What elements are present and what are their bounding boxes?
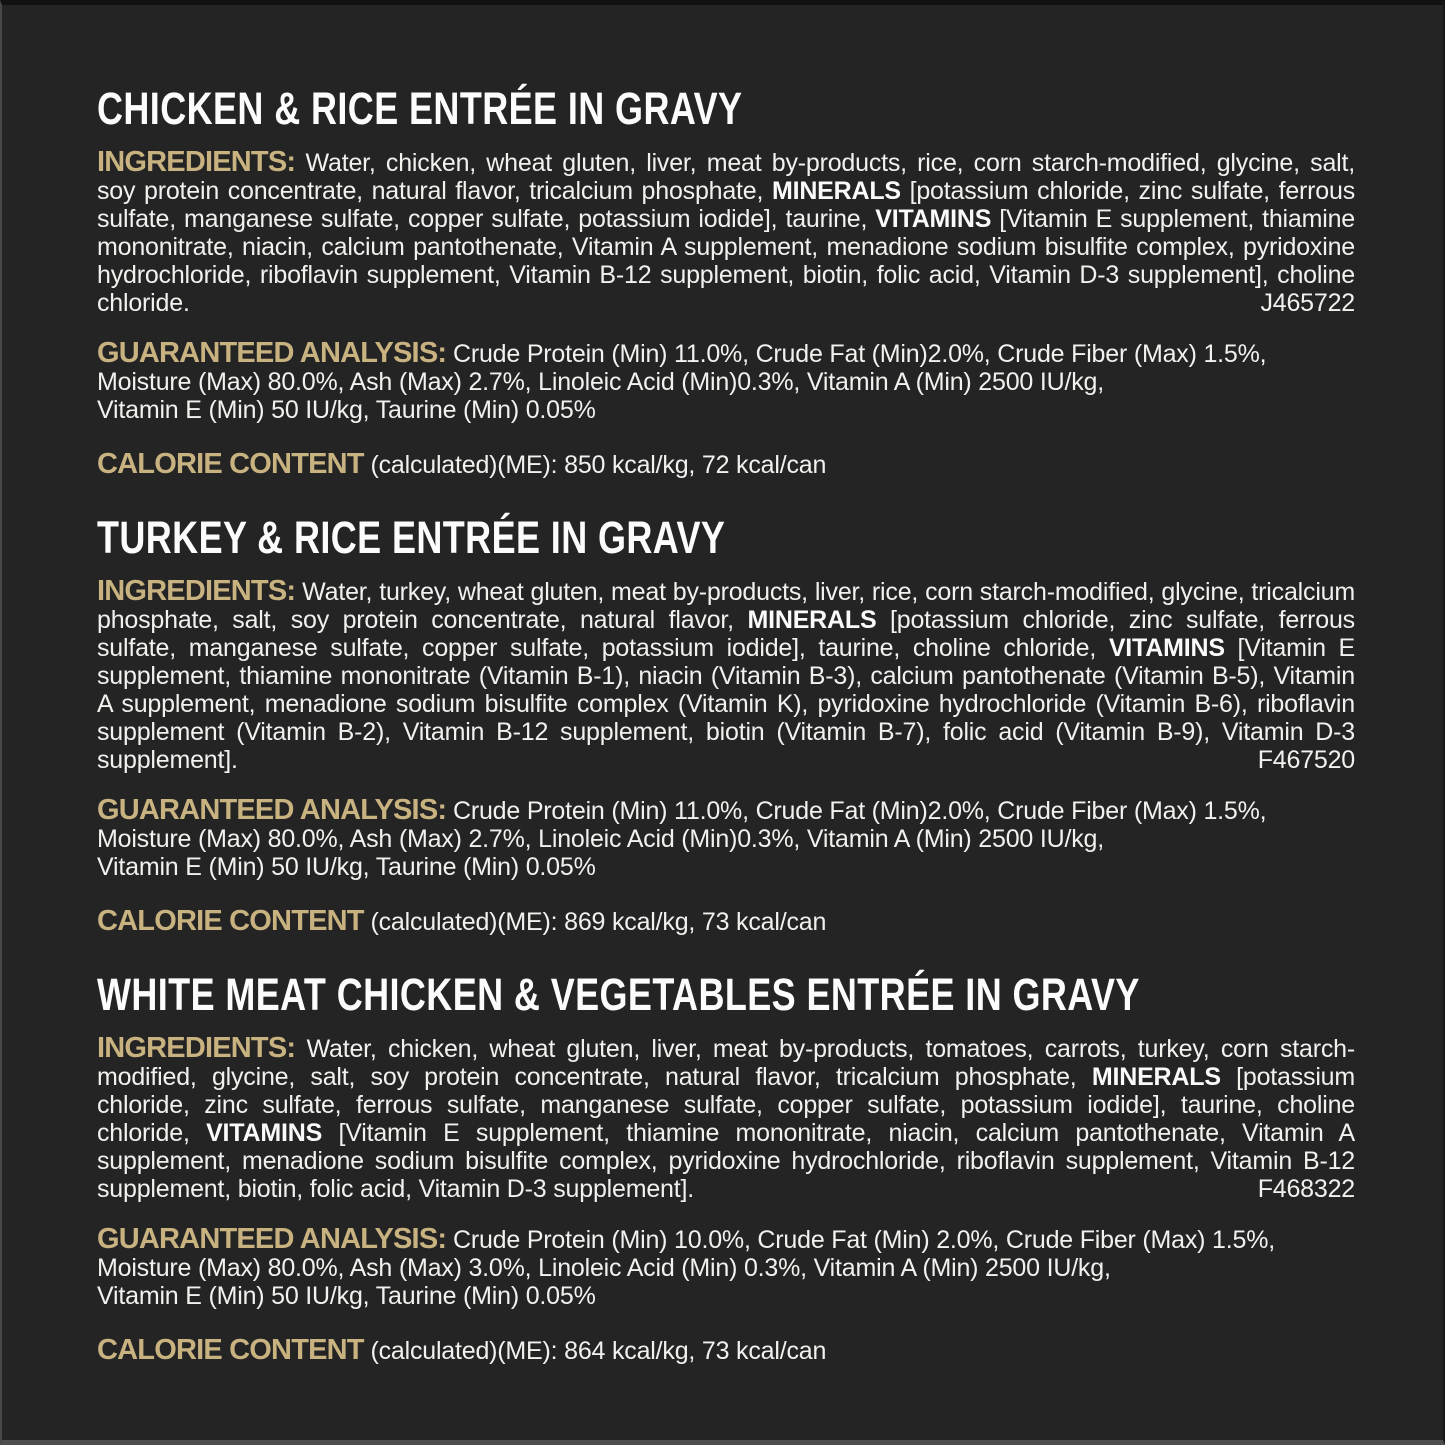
- analysis-line: Crude Protein (Min) 11.0%, Crude Fat (Min)2.0%, Crude Fiber (Max) 1.5%,: [452, 797, 1267, 825]
- analysis-line: Moisture (Max) 80.0%, Ash (Max) 3.0%, Linoleic Acid (Min) 0.3%, Vitamin A (Min) 2500 IU/kg,: [97, 1254, 1111, 1282]
- product-title: WHITE MEAT CHICKEN & VEGETABLES ENTRÉE IN GRAVY: [97, 969, 1140, 1020]
- ingredients-text: [Vitamin E supplement, thiamine mononitrate, niacin, calcium pantothenate, Vitamin A supplement, menadione sodium bisulfite complex, pyridoxine hydrochloride, riboflavin supplement, Vitamin B-12 supplement, biotin, folic acid, Vitamin D-3 supplement].: [97, 1119, 1356, 1203]
- ingredients-text: [potassium chloride, zinc sulfate, ferrous sulfate, manganese sulfate, copper sulfate, potassium iodide], taurine, choline chloride,: [97, 606, 1355, 662]
- nutrition-label-panel: [97, 83, 1356, 1401]
- calorie-content-paragraph: [97, 1336, 1355, 1365]
- guaranteed-analysis-paragraph: [97, 1225, 1355, 1310]
- product-section-white-meat-chicken-vegetables: [97, 969, 1356, 1366]
- ingredients-text: Water, turkey, wheat gluten, meat by-products, liver, rice, corn starch-modified, glycine, tricalcium phosphate, salt, soy protein concentrate, natural flavor,: [97, 578, 1356, 634]
- vitamins-term: VITAMINS: [875, 205, 992, 233]
- calorie-content-text: (calculated)(ME): 850 kcal/kg, 72 kcal/can: [370, 451, 827, 479]
- guaranteed-analysis-label: GUARANTEED ANALYSIS:: [97, 794, 447, 826]
- calorie-content-label: CALORIE CONTENT: [97, 448, 364, 480]
- guaranteed-analysis-paragraph: [97, 796, 1355, 881]
- ingredients-text: Water, chicken, wheat gluten, liver, meat by-products, rice, corn starch-modified, glycine, salt, soy protein concentrate, natural flavor, tricalcium phosphate,: [97, 149, 1355, 205]
- calorie-content-paragraph: [97, 450, 1355, 479]
- analysis-line: Crude Protein (Min) 11.0%, Crude Fat (Min)2.0%, Crude Fiber (Max) 1.5%,: [452, 340, 1267, 368]
- vitamins-term: VITAMINS: [206, 1119, 323, 1147]
- analysis-line: Vitamin E (Min) 50 IU/kg, Taurine (Min) 0.05%: [97, 1282, 596, 1310]
- analysis-line: Moisture (Max) 80.0%, Ash (Max) 2.7%, Linoleic Acid (Min)0.3%, Vitamin A (Min) 2500 IU/kg,: [97, 368, 1104, 396]
- ingredients-paragraph: [97, 148, 1355, 317]
- formula-code: J465722: [1260, 289, 1355, 317]
- analysis-line: Moisture (Max) 80.0%, Ash (Max) 2.7%, Linoleic Acid (Min)0.3%, Vitamin A (Min) 2500 IU/kg,: [97, 825, 1104, 853]
- formula-code: F467520: [1257, 746, 1355, 774]
- ingredients-paragraph: [97, 577, 1355, 774]
- formula-code: F468322: [1257, 1175, 1355, 1203]
- minerals-term: MINERALS: [1091, 1063, 1221, 1091]
- guaranteed-analysis-label: GUARANTEED ANALYSIS:: [97, 337, 447, 369]
- minerals-term: MINERALS: [771, 177, 901, 205]
- ingredients-text: [potassium chloride, zinc sulfate, ferrous sulfate, manganese sulfate, copper sulfate, potassium iodide], taurine, choline chloride,: [97, 1063, 1356, 1147]
- ingredients-label: INGREDIENTS:: [97, 1032, 296, 1064]
- analysis-line: Vitamin E (Min) 50 IU/kg, Taurine (Min) 0.05%: [97, 853, 596, 881]
- calorie-content-text: (calculated)(ME): 864 kcal/kg, 73 kcal/can: [370, 1337, 827, 1365]
- analysis-line: Vitamin E (Min) 50 IU/kg, Taurine (Min) 0.05%: [97, 396, 596, 424]
- minerals-term: MINERALS: [747, 606, 877, 634]
- analysis-line: Crude Protein (Min) 10.0%, Crude Fat (Min) 2.0%, Crude Fiber (Max) 1.5%,: [452, 1226, 1275, 1254]
- guaranteed-analysis-paragraph: [97, 339, 1355, 424]
- product-title: CHICKEN & RICE ENTRÉE IN GRAVY: [97, 83, 743, 134]
- ingredients-label: INGREDIENTS:: [97, 146, 296, 178]
- calorie-content-label: CALORIE CONTENT: [97, 905, 364, 937]
- product-title: TURKEY & RICE ENTRÉE IN GRAVY: [97, 512, 726, 563]
- calorie-content-text: (calculated)(ME): 869 kcal/kg, 73 kcal/can: [370, 908, 827, 936]
- ingredients-text: [potassium chloride, zinc sulfate, ferrous sulfate, manganese sulfate, copper sulfate, potassium iodide], taurine,: [97, 177, 1355, 233]
- ingredients-paragraph: [97, 1034, 1355, 1203]
- guaranteed-analysis-label: GUARANTEED ANALYSIS:: [97, 1223, 447, 1255]
- ingredients-text: Water, chicken, wheat gluten, liver, meat by-products, tomatoes, carrots, turkey, corn starch-modified, glycine, salt, soy protein concentrate, natural flavor, tricalcium phosphate,: [97, 1035, 1355, 1091]
- product-section-chicken-rice: [97, 83, 1355, 480]
- product-section-turkey-rice: [97, 512, 1356, 937]
- ingredients-text: [Vitamin E supplement, thiamine mononitrate (Vitamin B-1), niacin (Vitamin B-3), calcium pantothenate (Vitamin B-5), Vitamin A supplement, menadione sodium bisulfite complex (Vitamin K), pyridoxine hydrochloride (Vitamin B-6), riboflavin supplement (Vitamin B-2), Vitamin B-12 supplement, biotin (Vitamin B-7), folic acid (Vitamin B-9), Vitamin D-3 supplement].: [97, 634, 1356, 774]
- calorie-content-paragraph: [97, 907, 1355, 936]
- ingredients-text: [Vitamin E supplement, thiamine mononitrate, niacin, calcium pantothenate, Vitamin A supplement, menadione sodium bisulfite complex, pyridoxine hydrochloride, riboflavin supplement, Vitamin B-12 supplement, biotin, folic acid, Vitamin D-3 supplement], choline chloride.: [97, 205, 1355, 317]
- calorie-content-label: CALORIE CONTENT: [97, 1334, 364, 1366]
- ingredients-label: INGREDIENTS:: [97, 575, 296, 607]
- vitamins-term: VITAMINS: [1108, 634, 1225, 662]
